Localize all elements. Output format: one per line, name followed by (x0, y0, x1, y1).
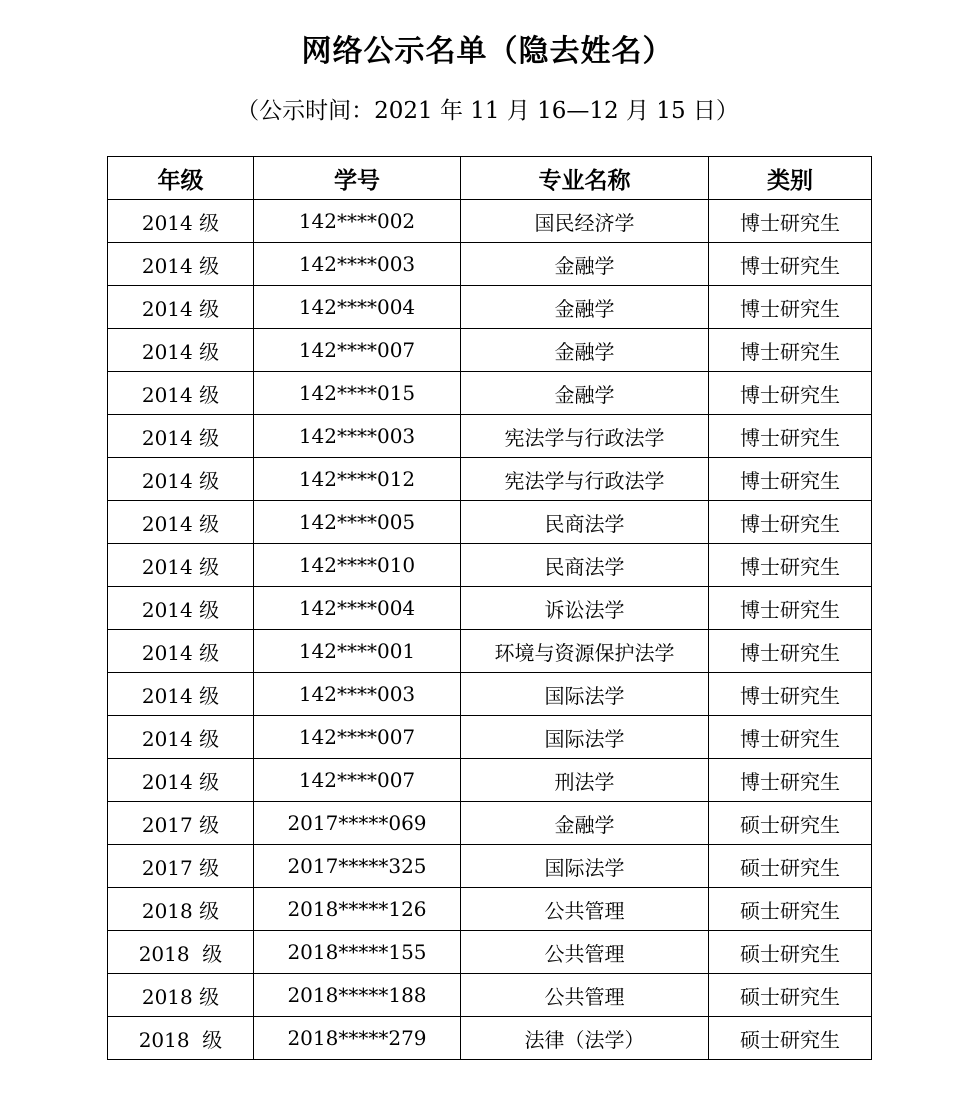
cell-student-id: 142****015 (254, 372, 461, 415)
cell-grade: 2014 级 (108, 415, 254, 458)
cell-category: 硕士研究生 (709, 1017, 872, 1060)
cell-student-id: 2018*****155 (254, 931, 461, 974)
cell-student-id: 142****004 (254, 587, 461, 630)
cell-major: 宪法学与行政法学 (461, 458, 709, 501)
cell-grade: 2018 级 (108, 931, 254, 974)
cell-major: 金融学 (461, 243, 709, 286)
cell-grade: 2014 级 (108, 458, 254, 501)
cell-category: 博士研究生 (709, 200, 872, 243)
cell-student-id: 142****001 (254, 630, 461, 673)
cell-grade: 2014 级 (108, 630, 254, 673)
cell-grade: 2014 级 (108, 759, 254, 802)
table-row (108, 243, 872, 286)
cell-major: 金融学 (461, 802, 709, 845)
publication-period: （公示时间：2021 年 11 月 16—12 月 15 日） (236, 98, 739, 124)
cell-student-id: 142****007 (254, 716, 461, 759)
table-row (108, 673, 872, 716)
cell-category: 博士研究生 (709, 716, 872, 759)
table-row (108, 931, 872, 974)
cell-category: 硕士研究生 (709, 888, 872, 931)
cell-student-id: 142****007 (254, 329, 461, 372)
cell-major: 国际法学 (461, 716, 709, 759)
table-row (108, 974, 872, 1017)
cell-major: 金融学 (461, 286, 709, 329)
cell-major: 国民经济学 (461, 200, 709, 243)
roster-table (107, 156, 872, 1060)
cell-grade: 2014 级 (108, 587, 254, 630)
table-row (108, 200, 872, 243)
table-row (108, 286, 872, 329)
column-header-grade: 年级 (108, 157, 254, 200)
cell-major: 公共管理 (461, 931, 709, 974)
cell-student-id: 142****005 (254, 501, 461, 544)
cell-category: 博士研究生 (709, 243, 872, 286)
cell-major: 金融学 (461, 329, 709, 372)
cell-major: 金融学 (461, 372, 709, 415)
column-header-student-id: 学号 (254, 157, 461, 200)
cell-grade: 2014 级 (108, 243, 254, 286)
column-header-major: 专业名称 (461, 157, 709, 200)
cell-student-id: 142****003 (254, 673, 461, 716)
table-row (108, 544, 872, 587)
cell-grade: 2014 级 (108, 716, 254, 759)
cell-grade: 2017 级 (108, 802, 254, 845)
cell-grade: 2018 级 (108, 888, 254, 931)
cell-student-id: 142****004 (254, 286, 461, 329)
table-row (108, 372, 872, 415)
cell-category: 博士研究生 (709, 501, 872, 544)
cell-major: 刑法学 (461, 759, 709, 802)
cell-major: 法律（法学） (461, 1017, 709, 1060)
cell-major: 公共管理 (461, 974, 709, 1017)
header-row (108, 157, 872, 200)
cell-student-id: 142****012 (254, 458, 461, 501)
cell-grade: 2014 级 (108, 329, 254, 372)
table-row (108, 802, 872, 845)
cell-category: 博士研究生 (709, 759, 872, 802)
table-header (108, 157, 872, 200)
cell-major: 环境与资源保护法学 (461, 630, 709, 673)
cell-grade: 2018 级 (108, 974, 254, 1017)
table-row (108, 888, 872, 931)
page-title: 网络公示名单（隐去姓名） (301, 34, 674, 69)
cell-student-id: 142****010 (254, 544, 461, 587)
cell-grade: 2018 级 (108, 1017, 254, 1060)
cell-major: 国际法学 (461, 673, 709, 716)
table-row (108, 759, 872, 802)
cell-student-id: 2018*****279 (254, 1017, 461, 1060)
cell-category: 博士研究生 (709, 587, 872, 630)
cell-grade: 2017 级 (108, 845, 254, 888)
cell-student-id: 2018*****188 (254, 974, 461, 1017)
cell-major: 诉讼法学 (461, 587, 709, 630)
cell-student-id: 2017*****325 (254, 845, 461, 888)
cell-major: 国际法学 (461, 845, 709, 888)
cell-major: 公共管理 (461, 888, 709, 931)
cell-category: 博士研究生 (709, 673, 872, 716)
cell-category: 博士研究生 (709, 544, 872, 587)
cell-student-id: 2018*****126 (254, 888, 461, 931)
table-row (108, 501, 872, 544)
cell-student-id: 142****003 (254, 415, 461, 458)
cell-student-id: 2017*****069 (254, 802, 461, 845)
table-row (108, 630, 872, 673)
cell-category: 硕士研究生 (709, 802, 872, 845)
table-row (108, 415, 872, 458)
table-row (108, 587, 872, 630)
cell-student-id: 142****002 (254, 200, 461, 243)
cell-major: 民商法学 (461, 544, 709, 587)
cell-major: 宪法学与行政法学 (461, 415, 709, 458)
table-row (108, 1017, 872, 1060)
column-header-category: 类别 (709, 157, 872, 200)
cell-category: 博士研究生 (709, 372, 872, 415)
table-row (108, 845, 872, 888)
table-row (108, 329, 872, 372)
cell-category: 博士研究生 (709, 415, 872, 458)
table-body (108, 200, 872, 1060)
cell-student-id: 142****007 (254, 759, 461, 802)
table-row (108, 458, 872, 501)
cell-grade: 2014 级 (108, 501, 254, 544)
cell-grade: 2014 级 (108, 372, 254, 415)
cell-category: 硕士研究生 (709, 974, 872, 1017)
cell-category: 博士研究生 (709, 458, 872, 501)
table-row (108, 716, 872, 759)
cell-grade: 2014 级 (108, 544, 254, 587)
cell-grade: 2014 级 (108, 200, 254, 243)
cell-category: 硕士研究生 (709, 845, 872, 888)
cell-major: 民商法学 (461, 501, 709, 544)
cell-category: 博士研究生 (709, 286, 872, 329)
cell-category: 博士研究生 (709, 329, 872, 372)
cell-category: 硕士研究生 (709, 931, 872, 974)
cell-grade: 2014 级 (108, 286, 254, 329)
cell-student-id: 142****003 (254, 243, 461, 286)
cell-grade: 2014 级 (108, 673, 254, 716)
cell-category: 博士研究生 (709, 630, 872, 673)
